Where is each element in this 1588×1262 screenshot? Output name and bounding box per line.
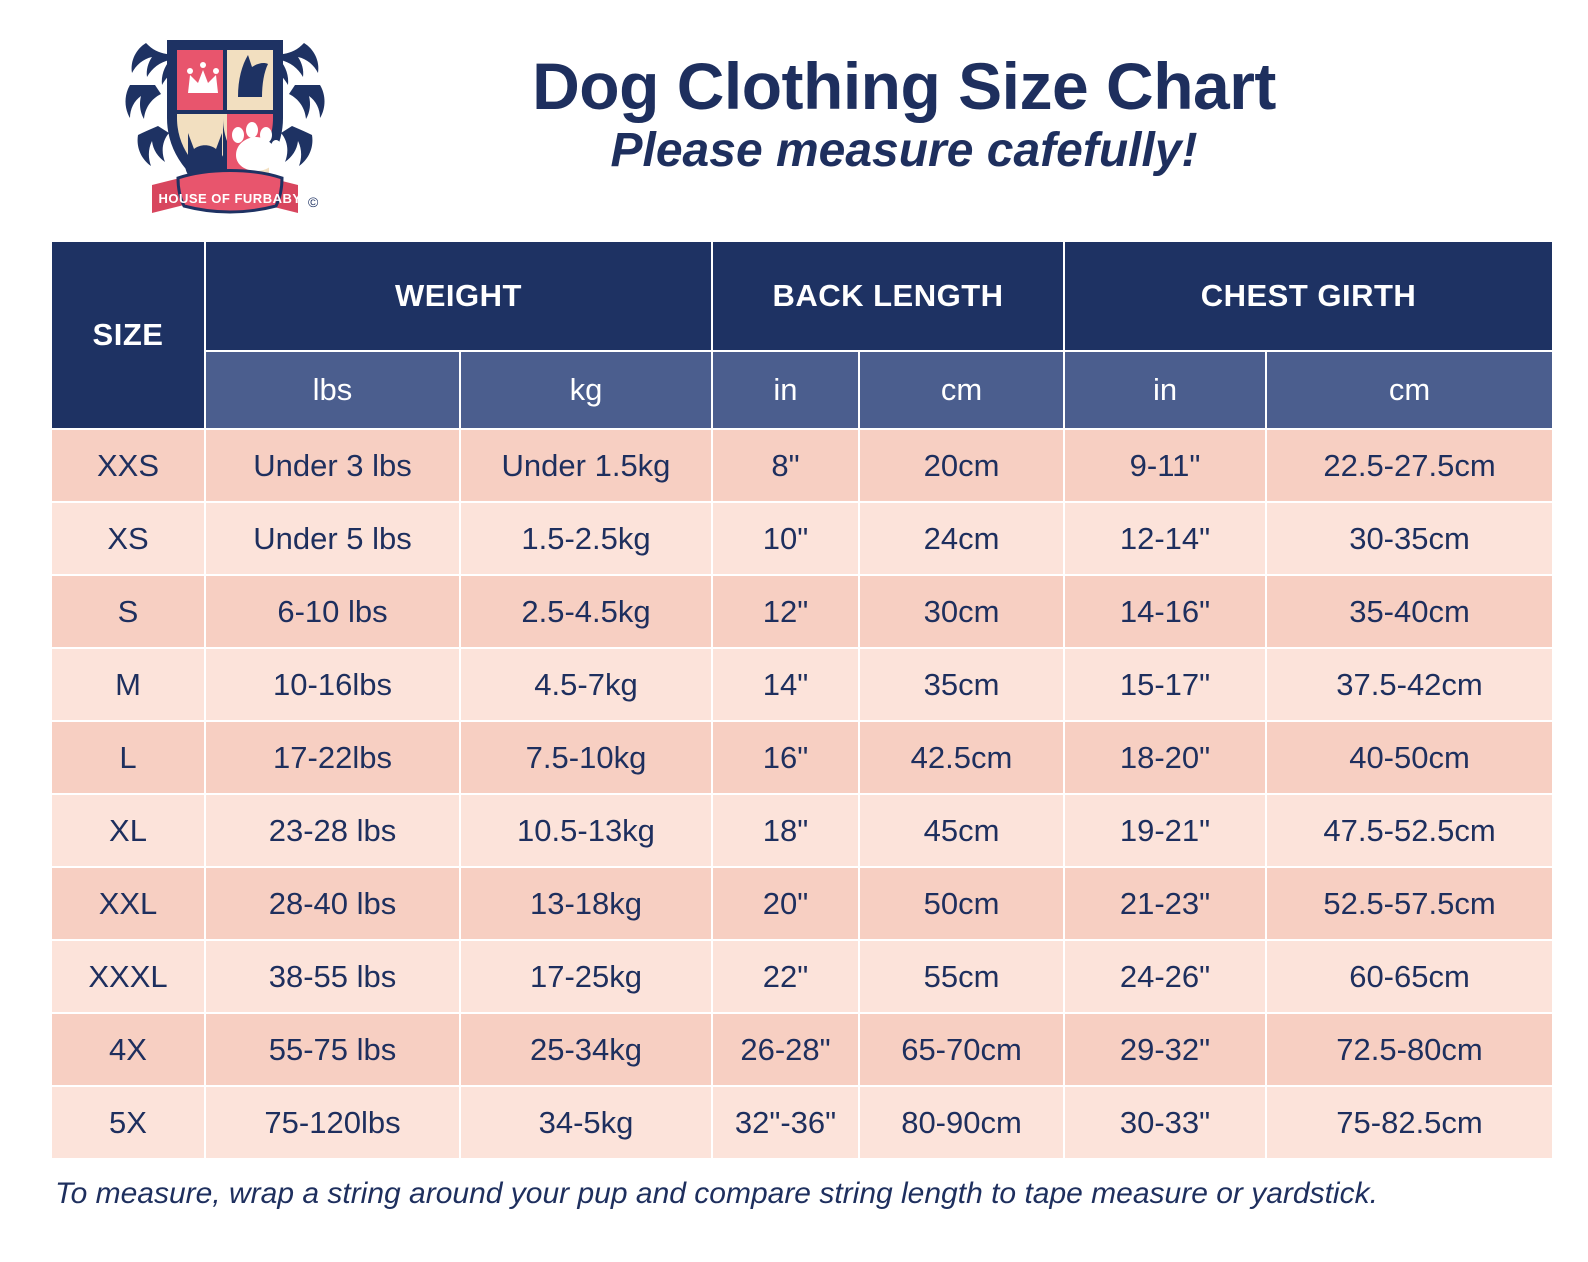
title-block: [390, 48, 1588, 178]
header-unit-back-in: in: [713, 352, 858, 428]
page-header: [0, 0, 1588, 240]
cell-back-cm: 24cm: [860, 503, 1063, 574]
cell-chest-in: 12-14": [1065, 503, 1265, 574]
cell-size: XL: [52, 795, 204, 866]
cell-chest-cm: 60-65cm: [1267, 941, 1552, 1012]
table-row: [52, 503, 1552, 574]
cell-size: M: [52, 649, 204, 720]
table-header: [52, 242, 1552, 428]
page-subtitle: Please measure cafefully!: [610, 124, 1198, 178]
table-row: [52, 868, 1552, 939]
cell-back-cm: 42.5cm: [860, 722, 1063, 793]
cell-chest-in: 30-33": [1065, 1087, 1265, 1158]
cell-size: XXXL: [52, 941, 204, 1012]
cell-size: XXL: [52, 868, 204, 939]
cell-weight-lbs: 38-55 lbs: [206, 941, 459, 1012]
cell-weight-lbs: 23-28 lbs: [206, 795, 459, 866]
cell-back-in: 26-28": [713, 1014, 858, 1085]
cell-weight-kg: 10.5-13kg: [461, 795, 711, 866]
header-unit-weight-lbs: lbs: [206, 352, 459, 428]
cell-size: 5X: [52, 1087, 204, 1158]
header-unit-chest-in: in: [1065, 352, 1265, 428]
cell-weight-kg: 2.5-4.5kg: [461, 576, 711, 647]
cell-weight-kg: 13-18kg: [461, 868, 711, 939]
crest-icon: [60, 15, 390, 225]
cell-chest-in: 9-11": [1065, 430, 1265, 501]
table-body: [52, 430, 1552, 1158]
header-unit-chest-cm: cm: [1267, 352, 1552, 428]
cell-chest-in: 15-17": [1065, 649, 1265, 720]
header-back-length: BACK LENGTH: [713, 242, 1063, 350]
cell-weight-kg: 1.5-2.5kg: [461, 503, 711, 574]
cell-chest-cm: 40-50cm: [1267, 722, 1552, 793]
cell-weight-kg: 25-34kg: [461, 1014, 711, 1085]
cell-weight-lbs: Under 3 lbs: [206, 430, 459, 501]
copyright-mark: ©: [308, 194, 319, 210]
table-row: [52, 430, 1552, 501]
cell-back-in: 10": [713, 503, 858, 574]
cell-size: L: [52, 722, 204, 793]
cell-weight-lbs: 28-40 lbs: [206, 868, 459, 939]
header-chest-girth: CHEST GIRTH: [1065, 242, 1552, 350]
table-row: [52, 649, 1552, 720]
cell-size: XS: [52, 503, 204, 574]
table-row: [52, 1087, 1552, 1158]
cell-size: XXS: [52, 430, 204, 501]
cell-chest-cm: 35-40cm: [1267, 576, 1552, 647]
crest-banner-text: HOUSE OF FURBABY: [158, 191, 302, 206]
cell-weight-kg: 17-25kg: [461, 941, 711, 1012]
size-chart-table-container: [0, 240, 1588, 1160]
cell-back-in: 12": [713, 576, 858, 647]
cell-weight-kg: Under 1.5kg: [461, 430, 711, 501]
cell-back-in: 32"-36": [713, 1087, 858, 1158]
cell-back-in: 14": [713, 649, 858, 720]
cell-back-cm: 50cm: [860, 868, 1063, 939]
header-unit-weight-kg: kg: [461, 352, 711, 428]
cell-back-cm: 35cm: [860, 649, 1063, 720]
header-unit-back-cm: cm: [860, 352, 1063, 428]
cell-chest-cm: 22.5-27.5cm: [1267, 430, 1552, 501]
cell-back-in: 20": [713, 868, 858, 939]
cell-chest-in: 29-32": [1065, 1014, 1265, 1085]
cell-size: S: [52, 576, 204, 647]
cell-back-in: 16": [713, 722, 858, 793]
header-size: SIZE: [52, 242, 204, 428]
cell-chest-in: 19-21": [1065, 795, 1265, 866]
cell-chest-cm: 30-35cm: [1267, 503, 1552, 574]
cell-weight-lbs: 10-16lbs: [206, 649, 459, 720]
cell-chest-cm: 37.5-42cm: [1267, 649, 1552, 720]
size-chart-table: [50, 240, 1554, 1160]
table-row: [52, 722, 1552, 793]
cell-back-cm: 65-70cm: [860, 1014, 1063, 1085]
cell-chest-in: 14-16": [1065, 576, 1265, 647]
table-row: [52, 576, 1552, 647]
cell-weight-kg: 7.5-10kg: [461, 722, 711, 793]
cell-chest-in: 18-20": [1065, 722, 1265, 793]
cell-back-cm: 20cm: [860, 430, 1063, 501]
cell-weight-kg: 4.5-7kg: [461, 649, 711, 720]
cell-back-cm: 55cm: [860, 941, 1063, 1012]
cell-chest-in: 24-26": [1065, 941, 1265, 1012]
cell-chest-cm: 72.5-80cm: [1267, 1014, 1552, 1085]
cell-back-cm: 80-90cm: [860, 1087, 1063, 1158]
cell-back-cm: 30cm: [860, 576, 1063, 647]
cell-size: 4X: [52, 1014, 204, 1085]
cell-chest-cm: 52.5-57.5cm: [1267, 868, 1552, 939]
cell-back-in: 8": [713, 430, 858, 501]
cell-chest-in: 21-23": [1065, 868, 1265, 939]
cell-chest-cm: 75-82.5cm: [1267, 1087, 1552, 1158]
cell-weight-lbs: 17-22lbs: [206, 722, 459, 793]
measurement-note: To measure, wrap a string around your pup and compare string length to tape measure or yardstick.: [55, 1177, 1378, 1210]
cell-weight-lbs: Under 5 lbs: [206, 503, 459, 574]
page-title: Dog Clothing Size Chart: [532, 48, 1276, 123]
header-weight: WEIGHT: [206, 242, 711, 350]
cell-back-in: 22": [713, 941, 858, 1012]
table-row: [52, 941, 1552, 1012]
brand-logo: [60, 15, 390, 225]
table-header-group-row: [52, 242, 1552, 350]
cell-back-cm: 45cm: [860, 795, 1063, 866]
cell-back-in: 18": [713, 795, 858, 866]
cell-weight-lbs: 75-120lbs: [206, 1087, 459, 1158]
table-header-unit-row: [52, 352, 1552, 428]
cell-weight-lbs: 6-10 lbs: [206, 576, 459, 647]
cell-weight-lbs: 55-75 lbs: [206, 1014, 459, 1085]
table-row: [52, 1014, 1552, 1085]
table-row: [52, 795, 1552, 866]
cell-chest-cm: 47.5-52.5cm: [1267, 795, 1552, 866]
cell-weight-kg: 34-5kg: [461, 1087, 711, 1158]
